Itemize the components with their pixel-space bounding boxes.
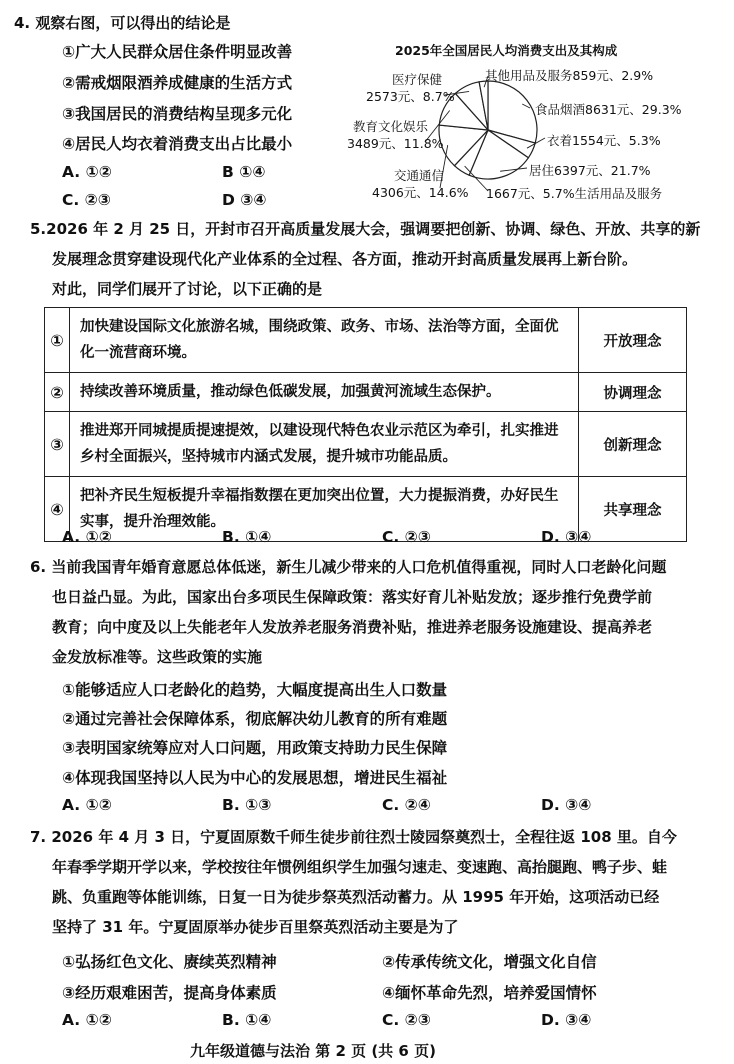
q5-choice-b: B. ①④ <box>222 528 272 546</box>
label-clothing: 衣着1554元、5.3% <box>547 133 661 148</box>
q7-statement-1: ①弘扬红色文化、赓续英烈精神 <box>62 953 277 971</box>
chart-title: 2025年全国居民人均消费支出及其构成 <box>395 43 618 58</box>
q7-statement-4: ④缅怀革命先烈，培养爱国情怀 <box>382 984 597 1002</box>
label-housing: 居住6397元、21.7% <box>529 163 651 178</box>
q7-choice-c: C. ②③ <box>382 1011 431 1029</box>
label-other: 其他用品及服务859元、2.9% <box>485 68 654 83</box>
q7-choice-d: D. ③④ <box>541 1011 592 1029</box>
row-concept: 共享理念 <box>579 477 687 542</box>
row-number: ④ <box>45 477 70 542</box>
table-row <box>45 373 687 412</box>
row-content: 持续改善环境质量，推动绿色低碳发展，加强黄河流域生态保护。 <box>70 373 579 412</box>
q4-choice-c: C. ②③ <box>62 191 111 209</box>
q4-statement-2: ②需戒烟限酒养成健康的生活方式 <box>62 74 293 92</box>
q7-stem: 7. 2026 年 4 月 3 日，宁夏固原数千师生徒步前往烈士陵园祭奠烈士，全程往返 108 里。自今 年春季学期开学以来，学校按往年惯例组织学生加强匀速走、变速跑、高抬腿跑、鸭子步、蛙 跳、负重跑等体能训练，日复一日为徒步祭英烈活动蓄力。从 1995 年开始，这项活动已经 坚持了 31 年。宁夏固原举办徒步百里祭英烈活动主要是为了 <box>30 828 677 936</box>
q5-choice-c: C. ②③ <box>382 528 431 546</box>
row-concept: 协调理念 <box>579 373 687 412</box>
row-number: ② <box>45 373 70 412</box>
q5-choice-d: D. ③④ <box>541 528 592 546</box>
label-medical-value: 2573元、8.7% <box>366 89 455 104</box>
q6-statement-2: ②通过完善社会保障体系，彻底解决幼儿教育的所有难题 <box>62 710 448 728</box>
q6-statement-3: ③表明国家统筹应对人口问题，用政策支持助力民生保障 <box>62 739 448 757</box>
page-footer: 九年级道德与法治 第 2 页 (共 6 页) <box>190 1042 436 1060</box>
label-household: 1667元、5.7%生活用品及服务 <box>486 186 663 201</box>
q6-stem: 6. 当前我国青年婚育意愿总体低迷，新生儿减少带来的人口危机值得重视，同时人口老龄化问题 也日益凸显。为此，国家出台多项民生保障政策：落实好育儿补贴发放；逐步推行免费学前 教育；向中度及以上失能老年人发放养老服务消费补贴，推进养老服务设施建设、提高养老 金发放标准等。这些政策的实施 <box>30 558 667 666</box>
label-medical-name: 医疗保健 <box>392 72 443 87</box>
q4-choice-a: A. ①② <box>62 163 112 181</box>
row-content: 把补齐民生短板提升幸福指数摆在更加突出位置，大力提振消费，办好民生实事，提升治理效能。 <box>70 477 579 542</box>
row-concept: 创新理念 <box>579 412 687 477</box>
label-food: 食品烟酒8631元、29.3% <box>535 102 682 117</box>
q4-statement-1: ①广大人民群众居住条件明显改善 <box>62 43 293 61</box>
table-row <box>45 308 687 373</box>
q6-choice-a: A. ①② <box>62 796 112 814</box>
label-education-value: 3489元、11.8% <box>347 136 444 151</box>
label-transport-value: 4306元、14.6% <box>372 185 469 200</box>
row-number: ③ <box>45 412 70 477</box>
q4-statement-3: ③我国居民的消费结构呈现多元化 <box>62 105 293 123</box>
q6-choice-c: C. ②④ <box>382 796 431 814</box>
q4-choice-b: B ①④ <box>222 163 266 181</box>
q7-choice-b: B. ①④ <box>222 1011 272 1029</box>
q7-choice-a: A. ①② <box>62 1011 112 1029</box>
q7-statement-2: ②传承传统文化，增强文化自信 <box>382 953 597 971</box>
q6-statement-1: ①能够适应人口老龄化的趋势，大幅度提高出生人口数量 <box>62 681 448 699</box>
q6-choice-b: B. ①③ <box>222 796 272 814</box>
q4-choice-d: D ③④ <box>222 191 267 209</box>
label-transport-name: 交通通信 <box>394 168 445 183</box>
row-content: 推进郑开同城提质提速提效，以建设现代特色农业示范区为牵引，扎实推进乡村全面振兴，坚持城市内涵式发展，提升城市功能品质。 <box>70 412 579 477</box>
q4-statement-4: ④居民人均衣着消费支出占比最小 <box>62 135 293 153</box>
q7-statement-3: ③经历艰难困苦，提高身体素质 <box>62 984 277 1002</box>
q6-choice-d: D. ③④ <box>541 796 592 814</box>
table-row <box>45 412 687 477</box>
row-number: ① <box>45 308 70 373</box>
q5-options-table <box>44 307 687 542</box>
row-concept: 开放理念 <box>579 308 687 373</box>
row-content: 加快建设国际文化旅游名城，围绕政策、政务、市场、法治等方面，全面优化一流营商环境。 <box>70 308 579 373</box>
label-education-name: 教育文化娱乐 <box>353 119 429 134</box>
q4-stem: 4. 观察右图，可以得出的结论是 <box>14 14 231 32</box>
q5-choice-a: A. ①② <box>62 528 112 546</box>
q6-statement-4: ④体现我国坚持以人民为中心的发展思想，增进民生福祉 <box>62 769 448 787</box>
q5-stem: 5.2026 年 2 月 25 日，开封市召开高质量发展大会，强调要把创新、协调、绿色、开放、共享的新 发展理念贯穿建设现代化产业体系的全过程、各方面，推动开封高质量发展再上新台阶。 对此，同学们展开了讨论，以下正确的是 <box>30 220 701 298</box>
